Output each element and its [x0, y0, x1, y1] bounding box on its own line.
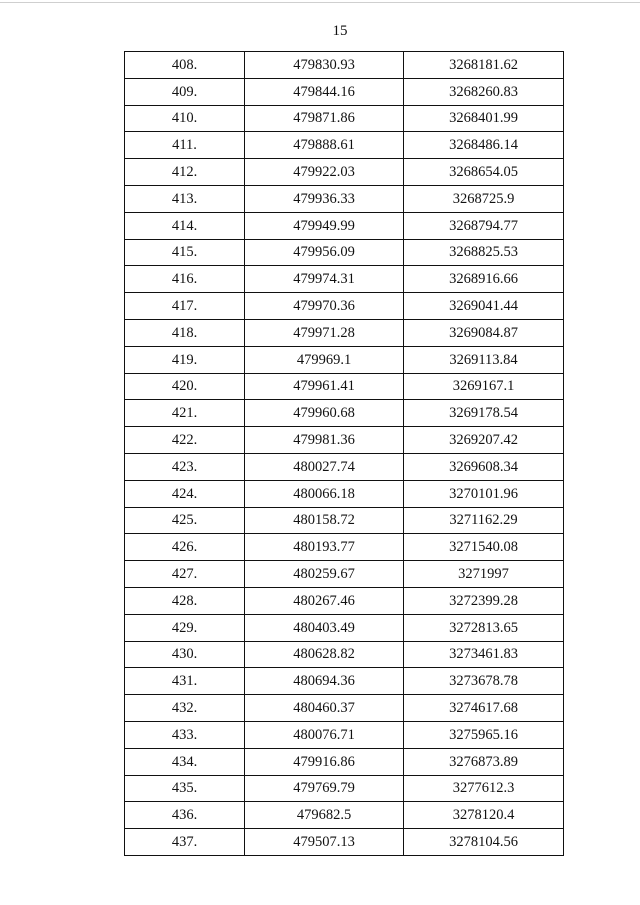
page-number: 15: [332, 23, 348, 39]
coordinate-table: [124, 51, 564, 856]
table-row: [125, 695, 564, 722]
table-row: [125, 293, 564, 320]
point-number-cell: 410.: [125, 105, 245, 132]
y-coordinate-cell: 3271997: [404, 561, 564, 588]
x-coordinate-cell: 479960.68: [245, 400, 404, 427]
point-number-cell: 415.: [125, 239, 245, 266]
x-coordinate-cell: 480628.82: [245, 641, 404, 668]
x-coordinate-cell: 479949.99: [245, 212, 404, 239]
x-coordinate-cell: 479971.28: [245, 319, 404, 346]
table-row: [125, 105, 564, 132]
table-row: [125, 829, 564, 856]
point-number-cell: 409.: [125, 78, 245, 105]
x-coordinate-cell: 479961.41: [245, 373, 404, 400]
table-row: [125, 614, 564, 641]
point-number-cell: 428.: [125, 587, 245, 614]
y-coordinate-cell: 3272399.28: [404, 587, 564, 614]
y-coordinate-cell: 3270101.96: [404, 480, 564, 507]
y-coordinate-cell: 3268825.53: [404, 239, 564, 266]
table-row: [125, 775, 564, 802]
table-row: [125, 400, 564, 427]
point-number-cell: 413.: [125, 185, 245, 212]
table-row: [125, 480, 564, 507]
x-coordinate-cell: 480694.36: [245, 668, 404, 695]
point-number-cell: 437.: [125, 829, 245, 856]
x-coordinate-cell: 480267.46: [245, 587, 404, 614]
y-coordinate-cell: 3269178.54: [404, 400, 564, 427]
x-coordinate-cell: 480259.67: [245, 561, 404, 588]
y-coordinate-cell: 3273461.83: [404, 641, 564, 668]
x-coordinate-cell: 479682.5: [245, 802, 404, 829]
table-row: [125, 427, 564, 454]
table-row: [125, 587, 564, 614]
table-row: [125, 266, 564, 293]
y-coordinate-cell: 3271162.29: [404, 507, 564, 534]
point-number-cell: 435.: [125, 775, 245, 802]
table-row: [125, 453, 564, 480]
x-coordinate-cell: 480403.49: [245, 614, 404, 641]
point-number-cell: 408.: [125, 52, 245, 79]
y-coordinate-cell: 3268916.66: [404, 266, 564, 293]
table-row: [125, 346, 564, 373]
point-number-cell: 427.: [125, 561, 245, 588]
y-coordinate-cell: 3268725.9: [404, 185, 564, 212]
point-number-cell: 420.: [125, 373, 245, 400]
table-row: [125, 212, 564, 239]
coordinate-table-container: [124, 51, 564, 856]
point-number-cell: 412.: [125, 159, 245, 186]
y-coordinate-cell: 3268486.14: [404, 132, 564, 159]
y-coordinate-cell: 3271540.08: [404, 534, 564, 561]
x-coordinate-cell: 479507.13: [245, 829, 404, 856]
y-coordinate-cell: 3268654.05: [404, 159, 564, 186]
y-coordinate-cell: 3269608.34: [404, 453, 564, 480]
point-number-cell: 430.: [125, 641, 245, 668]
table-row: [125, 561, 564, 588]
table-row: [125, 373, 564, 400]
table-row: [125, 319, 564, 346]
x-coordinate-cell: 479916.86: [245, 748, 404, 775]
x-coordinate-cell: 480027.74: [245, 453, 404, 480]
x-coordinate-cell: 480076.71: [245, 721, 404, 748]
table-row: [125, 534, 564, 561]
x-coordinate-cell: 479871.86: [245, 105, 404, 132]
point-number-cell: 419.: [125, 346, 245, 373]
y-coordinate-cell: 3268181.62: [404, 52, 564, 79]
y-coordinate-cell: 3275965.16: [404, 721, 564, 748]
y-coordinate-cell: 3278120.4: [404, 802, 564, 829]
x-coordinate-cell: 480066.18: [245, 480, 404, 507]
table-row: [125, 668, 564, 695]
top-edge-rule: [0, 2, 640, 3]
y-coordinate-cell: 3277612.3: [404, 775, 564, 802]
x-coordinate-cell: 479974.31: [245, 266, 404, 293]
y-coordinate-cell: 3273678.78: [404, 668, 564, 695]
table-row: [125, 52, 564, 79]
point-number-cell: 432.: [125, 695, 245, 722]
y-coordinate-cell: 3268260.83: [404, 78, 564, 105]
y-coordinate-cell: 3269041.44: [404, 293, 564, 320]
y-coordinate-cell: 3276873.89: [404, 748, 564, 775]
x-coordinate-cell: 479981.36: [245, 427, 404, 454]
x-coordinate-cell: 479936.33: [245, 185, 404, 212]
point-number-cell: 423.: [125, 453, 245, 480]
y-coordinate-cell: 3278104.56: [404, 829, 564, 856]
x-coordinate-cell: 479830.93: [245, 52, 404, 79]
x-coordinate-cell: 480158.72: [245, 507, 404, 534]
y-coordinate-cell: 3274617.68: [404, 695, 564, 722]
coordinate-table-body: [125, 52, 564, 856]
table-row: [125, 132, 564, 159]
point-number-cell: 433.: [125, 721, 245, 748]
table-row: [125, 802, 564, 829]
table-row: [125, 159, 564, 186]
point-number-cell: 431.: [125, 668, 245, 695]
x-coordinate-cell: 479769.79: [245, 775, 404, 802]
table-row: [125, 78, 564, 105]
y-coordinate-cell: 3269167.1: [404, 373, 564, 400]
y-coordinate-cell: 3268401.99: [404, 105, 564, 132]
point-number-cell: 425.: [125, 507, 245, 534]
table-row: [125, 721, 564, 748]
point-number-cell: 429.: [125, 614, 245, 641]
y-coordinate-cell: 3272813.65: [404, 614, 564, 641]
x-coordinate-cell: 479922.03: [245, 159, 404, 186]
x-coordinate-cell: 479969.1: [245, 346, 404, 373]
point-number-cell: 411.: [125, 132, 245, 159]
point-number-cell: 416.: [125, 266, 245, 293]
table-row: [125, 641, 564, 668]
y-coordinate-cell: 3268794.77: [404, 212, 564, 239]
point-number-cell: 418.: [125, 319, 245, 346]
x-coordinate-cell: 479844.16: [245, 78, 404, 105]
x-coordinate-cell: 479888.61: [245, 132, 404, 159]
x-coordinate-cell: 480460.37: [245, 695, 404, 722]
point-number-cell: 436.: [125, 802, 245, 829]
point-number-cell: 414.: [125, 212, 245, 239]
y-coordinate-cell: 3269207.42: [404, 427, 564, 454]
table-row: [125, 507, 564, 534]
point-number-cell: 421.: [125, 400, 245, 427]
x-coordinate-cell: 479956.09: [245, 239, 404, 266]
point-number-cell: 434.: [125, 748, 245, 775]
y-coordinate-cell: 3269113.84: [404, 346, 564, 373]
point-number-cell: 426.: [125, 534, 245, 561]
y-coordinate-cell: 3269084.87: [404, 319, 564, 346]
table-row: [125, 239, 564, 266]
table-row: [125, 748, 564, 775]
point-number-cell: 424.: [125, 480, 245, 507]
x-coordinate-cell: 479970.36: [245, 293, 404, 320]
point-number-cell: 422.: [125, 427, 245, 454]
table-row: [125, 185, 564, 212]
point-number-cell: 417.: [125, 293, 245, 320]
x-coordinate-cell: 480193.77: [245, 534, 404, 561]
